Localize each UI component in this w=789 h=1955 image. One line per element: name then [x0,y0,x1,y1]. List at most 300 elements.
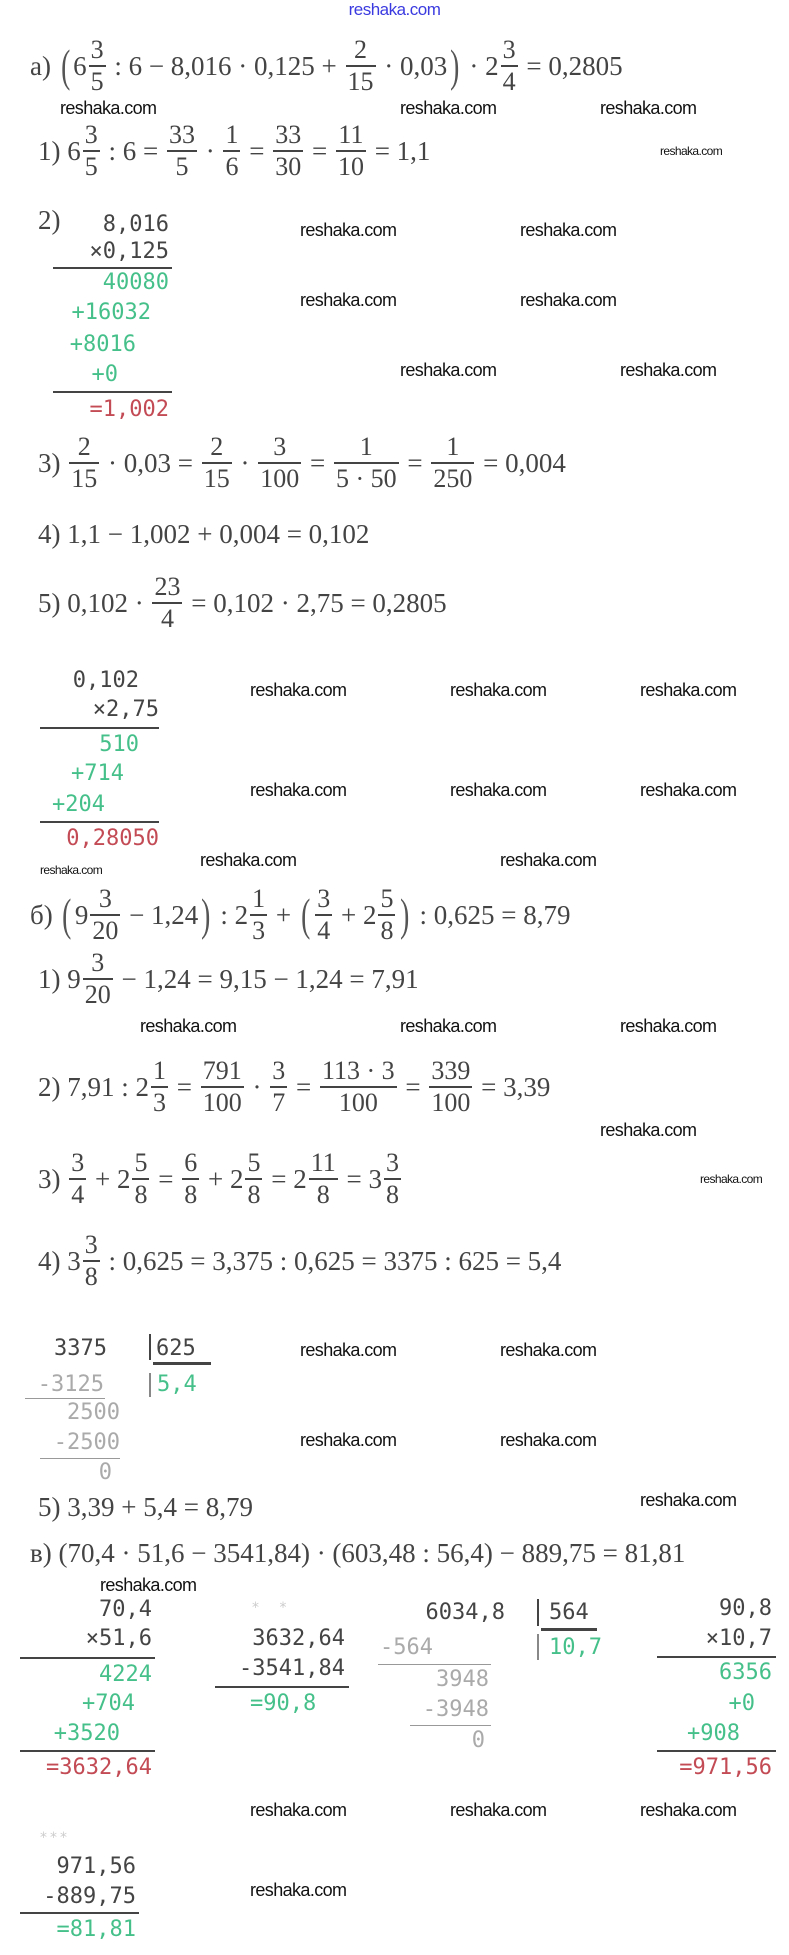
division-bar [537,1634,539,1660]
watermark-text: reshaka.com [250,1800,347,1820]
fraction [165,122,199,180]
fraction-body [89,37,106,95]
parenthesis: ( [300,889,311,940]
numerator: 1 [446,432,460,462]
fraction-body [384,1150,401,1208]
whole-part: 6 [73,50,87,81]
step-b3 [38,1144,403,1214]
watermark-text: reshaka.com [60,98,157,118]
fraction-body [223,122,240,180]
watermark-text: reshaka.com [300,220,397,240]
math-text: = [264,1163,294,1194]
math-text: = [305,135,334,166]
math-text: · [462,50,486,81]
watermark-text: reshaka.com [660,144,723,158]
numerator: 5 [134,1148,148,1178]
math-text: · 0,03 [377,50,448,81]
div-b4-divisor: 625 [156,1336,196,1361]
denominator: 8 [134,1179,148,1209]
denominator: 20 [84,979,111,1009]
watermark-text: reshaka.com [640,1490,737,1510]
v-mul1-row: +3520 [53,1721,120,1746]
v-mul2-row: +0 [728,1691,755,1716]
denominator: 8 [184,1179,198,1209]
denominator: 15 [203,463,230,493]
v-div-quotient: 10,7 [549,1635,602,1660]
whole-part: 2 [135,1071,149,1102]
fraction [344,37,378,95]
numerator: 11 [310,1148,336,1178]
col-a2-row: 40080 [102,270,169,295]
watermark-text: reshaka.com [400,1016,497,1036]
divider [20,1657,155,1659]
numerator: 1 [153,1056,166,1086]
math-text: = [242,135,272,166]
math-text: = 3,39 [474,1071,551,1102]
fraction-body [336,122,366,180]
math-text: = [303,447,332,478]
fraction [75,886,123,944]
math-text: : 0,625 = 8,79 [412,899,571,930]
denominator: 5 [84,151,98,181]
denominator: 8 [380,915,394,945]
parenthesis: ) [400,889,410,940]
v-sub2-row: -889,75 [43,1884,136,1909]
denominator: 15 [347,66,374,96]
watermark-text: reshaka.com [40,863,103,877]
denominator: 5 [90,66,104,96]
parenthesis: ( [62,889,72,940]
site-header-link[interactable]: reshaka.com [348,0,441,19]
divider [40,821,159,823]
watermark-text: reshaka.com [600,98,697,118]
v-div-row: 3948 [436,1667,489,1692]
col-a2-row: +0 [91,362,118,387]
math-text: а) [30,50,58,81]
fraction [334,122,368,180]
fraction [427,1058,474,1116]
v-div-dividend: 6034,8 [425,1600,505,1625]
v-div-divisor: 564 [549,1600,589,1625]
numerator: 2 [210,432,224,462]
watermark-text: reshaka.com [300,1430,397,1450]
v-sub1-row: -3541,84 [239,1656,345,1681]
col-a5-row: +714 [71,761,124,786]
step-b1 [38,944,419,1014]
v-mul1-row: ×51,6 [85,1626,152,1651]
math-text: 1) [38,963,68,994]
watermark-text: reshaka.com [450,1800,547,1820]
math-text: = 0,102 · 2,75 = 0,2805 [184,587,447,618]
watermark-text: reshaka.com [500,1340,597,1360]
denominator: 3 [153,1087,166,1117]
divider [20,1912,139,1914]
fraction [256,434,303,492]
math-text: 4) 1,1 − 1,002 + 0,004 = 0,102 [38,518,370,549]
fraction-body [151,1058,168,1116]
denominator: 100 [202,1087,242,1117]
watermark-text: reshaka.com [450,780,547,800]
fraction [363,886,398,944]
math-text: 2) [38,204,61,235]
numerator: 3 [272,1056,286,1086]
divider [40,1458,120,1459]
v-sub1-row: 3632,64 [252,1626,345,1651]
fraction-body [69,434,99,492]
numerator: 11 [338,120,364,150]
watermark-text: reshaka.com [620,360,717,380]
watermark-text: reshaka.com [250,1880,347,1900]
fraction-body [320,1058,397,1116]
col-a2-row: ×0,125 [89,239,169,264]
step-a2-label [38,185,61,255]
numerator: 1 [252,884,266,914]
watermark-text: reshaka.com [640,680,737,700]
fraction-body [152,574,182,632]
math-text: 5) 3,39 + 5,4 = 8,79 [38,1491,253,1522]
div-b4-row: 0 [98,1460,112,1485]
numerator: 1 [359,432,373,462]
div-b4-row: -3125 [37,1372,104,1397]
step-a3 [38,428,566,498]
denominator: 8 [84,1261,98,1291]
watermark-text: reshaka.com [300,290,397,310]
watermark-text: reshaka.com [400,360,497,380]
fraction [67,434,101,492]
fraction-body [83,1232,100,1290]
watermark-text: reshaka.com [400,98,497,118]
fraction [150,574,184,632]
fraction-body [258,434,301,492]
numerator: 3 [84,120,98,150]
watermark-text: reshaka.com [250,680,347,700]
divider [25,1398,105,1399]
fraction-body [309,1150,338,1208]
divider [53,267,172,269]
stars-decoration: *** [40,1830,70,1846]
fraction [67,1150,88,1208]
fraction [293,1150,340,1208]
fraction [221,122,242,180]
math-text: б) [30,899,60,930]
numerator: 339 [431,1056,471,1086]
fraction-body [132,1150,149,1208]
fraction [271,122,305,180]
whole-part: 2 [116,1163,131,1194]
math-text: − 1,24 [122,899,199,930]
watermark-text: reshaka.com [300,1340,397,1360]
division-bar [149,1334,151,1360]
v-mul2-row: ×10,7 [705,1626,772,1651]
fraction [368,1150,403,1208]
watermark-text: reshaka.com [200,850,297,870]
step-b4 [38,1226,561,1296]
v-mul1-row: 4224 [99,1662,152,1687]
numerator: 3 [502,35,516,65]
watermark-text: reshaka.com [700,1172,763,1186]
fraction [73,37,108,95]
col-a2-row: +8016 [69,332,136,357]
fraction [235,886,270,944]
watermark-text: reshaka.com [140,1016,237,1036]
watermark-text: reshaka.com [620,1016,717,1036]
denominator: 4 [160,603,174,633]
math-text: + [88,1163,117,1194]
fraction-body [270,1058,287,1116]
stars-decoration: * * [252,1600,295,1616]
whole-part: 2 [485,50,499,81]
denominator: 4 [71,1179,85,1209]
math-text: · [245,1071,269,1102]
fraction-body [429,1058,472,1116]
denominator: 7 [272,1087,286,1117]
problem-b [30,880,571,950]
v-sub2-row: 971,56 [56,1854,136,1879]
div-b4-row: -2500 [53,1430,120,1455]
denominator: 100 [431,1087,471,1117]
whole-part: 9 [67,963,81,994]
math-text: · [233,447,257,478]
denominator: 250 [433,463,473,493]
parenthesis: ( [60,40,70,91]
parenthesis: ) [450,40,460,91]
fraction [180,1150,201,1208]
fraction [67,950,115,1008]
numerator: 113 · 3 [321,1056,395,1086]
v-sub1-result: =90,8 [250,1691,317,1716]
col-a5-result: 0,28050 [66,826,159,851]
math-text: = 0,2805 [519,50,623,81]
numerator: 2 [354,35,368,65]
math-text: = [339,1163,369,1194]
whole-part: 2 [229,1163,244,1194]
watermark-text: reshaka.com [450,680,547,700]
numerator: 3 [273,432,287,462]
v-div-row: -564 [380,1635,433,1660]
math-text: 3) [38,1163,68,1194]
whole-part: 3 [67,1245,81,1276]
denominator: 8 [316,1179,330,1209]
whole-part: 3 [368,1163,382,1194]
whole-part: 2 [293,1163,307,1194]
numerator: 23 [154,572,181,602]
math-text: : [213,899,235,930]
fraction [117,1150,152,1208]
math-text: = 1,1 [367,135,431,166]
fraction-body [431,434,474,492]
fraction-body [378,886,395,944]
numerator: 791 [202,1056,242,1086]
fraction-body [83,950,113,1008]
fraction [136,1058,171,1116]
numerator: 5 [380,884,394,914]
numerator: 5 [247,1148,261,1178]
math-text: : 6 = [101,135,165,166]
whole-part: 2 [234,899,249,930]
watermark-text: reshaka.com [500,850,597,870]
v-mul2-row: +908 [687,1721,740,1746]
numerator: 3 [90,35,104,65]
fraction [199,1058,246,1116]
numerator: 3 [71,1148,85,1178]
math-text: = [170,1071,199,1102]
fraction-body [346,37,376,95]
denominator: 6 [225,151,239,181]
numerator: 6 [184,1148,198,1178]
col-a2-row: +16032 [71,300,151,325]
col-a2-result: =1,002 [89,397,169,422]
math-text: = 0,004 [476,447,566,478]
math-text: · [198,135,222,166]
step-a1 [38,116,430,186]
divider [40,727,159,729]
divider [657,1750,776,1752]
watermark-text: reshaka.com [520,220,617,240]
fraction [268,1058,289,1116]
fraction [429,434,476,492]
v-mul2-row: 6356 [719,1660,772,1685]
problem-a [30,31,623,101]
denominator: 8 [385,1179,399,1209]
math-text: 3) [38,447,68,478]
fraction [313,886,334,944]
div-b4-quotient: 5,4 [157,1372,197,1397]
numerator: 1 [225,120,239,150]
fraction-body [501,37,518,95]
step-b2 [38,1052,550,1122]
divisor-underline [153,1362,211,1365]
divider [657,1656,776,1658]
col-a5-row: +204 [52,792,105,817]
fraction [485,37,520,95]
numerator: 3 [385,1148,399,1178]
denominator: 20 [92,915,119,945]
numerator: 33 [168,120,195,150]
division-bar [149,1373,151,1397]
col-a5-row: ×2,75 [92,697,159,722]
col-a5-row: 510 [99,732,139,757]
math-text: + [201,1163,230,1194]
numerator: 3 [98,884,112,914]
fraction [332,434,401,492]
fraction [318,1058,399,1116]
whole-part: 9 [74,899,89,930]
numerator: 2 [77,432,91,462]
fraction-body [182,1150,199,1208]
denominator: 3 [252,915,266,945]
divider [215,1686,349,1688]
fraction [67,1232,102,1290]
whole-part: 6 [67,135,81,166]
v-mul1-row: +704 [82,1691,135,1716]
whole-part: 2 [362,899,377,930]
divider [53,391,172,393]
denominator: 8 [247,1179,261,1209]
numerator: 3 [84,1230,98,1260]
math-text: + [334,899,363,930]
watermark-text: reshaka.com [500,1430,597,1450]
fraction-body [167,122,197,180]
watermark-text: reshaka.com [640,780,737,800]
math-text: 5) 0,102 · [38,587,151,618]
fraction-body [250,886,267,944]
watermark-text: reshaka.com [100,1575,197,1595]
watermark-text: reshaka.com [600,1120,697,1140]
fraction-body [315,886,332,944]
fraction-body [69,1150,86,1208]
math-text: − 1,24 = 9,15 − 1,24 = 7,91 [114,963,419,994]
math-text: = [151,1163,181,1194]
fraction-body [83,122,100,180]
denominator: 30 [275,151,302,181]
fraction [230,1150,265,1208]
v-mul2-row: 90,8 [719,1596,772,1621]
math-text: = [289,1071,318,1102]
fraction [200,434,234,492]
denominator: 4 [502,66,516,96]
math-text: : 0,625 = 3,375 : 0,625 = 3375 : 625 = 5,4 [101,1245,562,1276]
watermark-text: reshaka.com [640,1800,737,1820]
numerator: 33 [275,120,302,150]
division-bar [537,1599,539,1626]
numerator: 3 [317,884,331,914]
math-text: = [398,1071,428,1102]
math-text: · 0,03 = [101,447,200,478]
numerator: 3 [91,948,105,978]
fraction-body [201,1058,244,1116]
fraction [67,122,102,180]
fraction-body [273,122,303,180]
fraction-body [90,886,120,944]
watermark-text: reshaka.com [250,780,347,800]
step-a5 [38,568,447,638]
denominator: 10 [337,151,364,181]
divisor-underline [541,1628,597,1631]
parenthesis: ) [201,889,211,940]
denominator: 15 [71,463,98,493]
math-text: : 6 − 8,016 · 0,125 + [107,50,344,81]
math-text: = [400,447,430,478]
watermark-text: reshaka.com [520,290,617,310]
fraction-body [202,434,232,492]
div-b4-dividend: 3375 [54,1336,107,1361]
divider [410,1725,491,1726]
v-mul2-result: =971,56 [679,1755,772,1780]
v-div-row: -3948 [422,1697,489,1722]
v-div-row: 0 [471,1728,485,1753]
math-text: 4) [38,1245,68,1276]
fraction-body [245,1150,262,1208]
denominator: 5 · 50 [335,463,397,493]
math-text: 1) [38,135,68,166]
col-a2-row: 8,016 [102,212,169,237]
v-sub2-result: =81,81 [56,1917,136,1942]
divider [378,1664,491,1665]
v-mul1-result: =3632,64 [46,1755,152,1780]
math-text: в) (70,4 · 51,6 − 3541,84) · (603,48 : 56,4) − 889,75 = 81,81 [30,1537,686,1568]
divider [20,1750,155,1752]
fraction-body [334,434,399,492]
div-b4-row: 2500 [67,1400,120,1425]
step-a4 [38,499,369,569]
denominator: 100 [338,1087,378,1117]
denominator: 4 [317,915,331,945]
math-text: + [269,899,298,930]
col-a5-row: 0,102 [72,668,139,693]
denominator: 5 [175,151,189,181]
denominator: 100 [260,463,300,493]
v-mul1-row: 70,4 [99,1597,152,1622]
